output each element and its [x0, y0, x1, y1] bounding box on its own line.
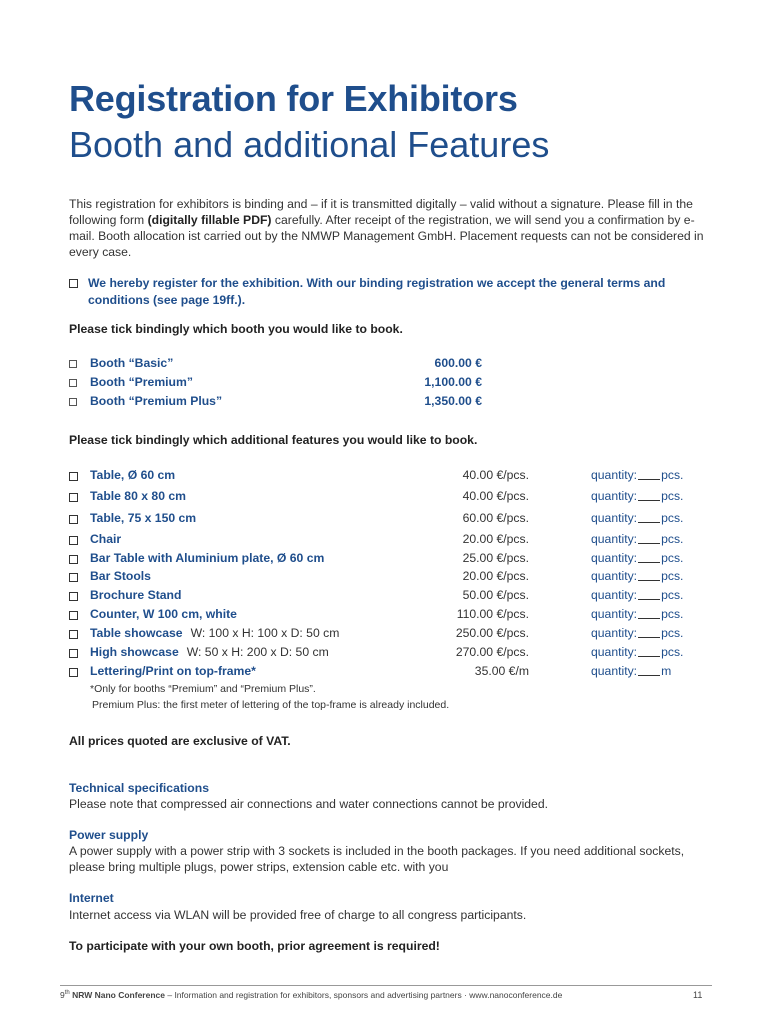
- feature-row: [69, 511, 709, 527]
- booth-heading: Please tick bindingly which booth you would like to book.: [69, 322, 403, 336]
- page-number: 11: [693, 990, 703, 1000]
- power-text: A power supply with a power strip with 3 sockets is included in the booth packages. If you need additional sockets, please bring multiple plugs, power strips, extension cable etc. with you: [69, 844, 685, 874]
- quantity-label: quantity:: [591, 588, 638, 602]
- footnote-premium-plus: Premium Plus: the first meter of lettering of the top-frame is already included.: [92, 699, 450, 711]
- feature-checkbox[interactable]: [69, 472, 78, 481]
- feature-price: 20.00 €/pcs.: [462, 532, 529, 546]
- intro-text-2: carefully. After receipt of the registration, we will send you a confirmation by e-mail. Booth allocation ist carried out by the NMWP Management GmbH. Placement requests can not be considered in every case.: [69, 213, 704, 259]
- quantity-input[interactable]: [638, 551, 660, 563]
- booth-checkbox[interactable]: [69, 360, 77, 368]
- feature-price: 25.00 €/pcs.: [462, 551, 529, 565]
- feature-label: Lettering/Print on top-frame*: [90, 664, 256, 678]
- quantity-unit: pcs.: [661, 645, 684, 659]
- feature-quantity: [591, 645, 683, 659]
- feature-checkbox[interactable]: [69, 668, 78, 677]
- feature-price: 110.00 €/pcs.: [456, 607, 529, 621]
- technical-heading: Technical specifications: [69, 781, 209, 795]
- feature-quantity: [591, 626, 683, 640]
- feature-label: Bar Stools: [90, 569, 151, 583]
- quantity-label: quantity:: [591, 511, 638, 525]
- booth-name: Booth “Premium”: [90, 375, 193, 389]
- footnote-premium: *Only for booths “Premium” and “Premium Plus”.: [90, 683, 316, 695]
- feature-price: 60.00 €/pcs.: [462, 511, 529, 525]
- page-subtitle: Booth and additional Features: [69, 124, 550, 165]
- feature-name: [90, 588, 181, 602]
- consent-text: We hereby register for the exhibition. With our binding registration we accept the general terms and conditions (see page 19ff.).: [88, 276, 666, 307]
- feature-label: Table, Ø 60 cm: [90, 468, 176, 482]
- booth-name: Booth “Premium Plus”: [90, 394, 223, 408]
- footer-rest: – Information and registration for exhibitors, sponsors and advertising partners · www.nanoconference.de: [165, 990, 563, 1000]
- quantity-unit: pcs.: [661, 468, 684, 482]
- feature-label: High showcase: [90, 645, 179, 659]
- feature-quantity: [591, 569, 683, 583]
- feature-checkbox[interactable]: [69, 536, 78, 545]
- quantity-unit: m: [661, 664, 672, 678]
- feature-name: [90, 511, 196, 525]
- feature-label: Chair: [90, 532, 122, 546]
- quantity-unit: pcs.: [661, 626, 684, 640]
- quantity-input[interactable]: [638, 664, 660, 676]
- quantity-label: quantity:: [591, 607, 638, 621]
- feature-label: Counter, W 100 cm, white: [90, 607, 237, 621]
- power-heading: Power supply: [69, 828, 149, 842]
- quantity-label: quantity:: [591, 645, 638, 659]
- quantity-unit: pcs.: [661, 588, 684, 602]
- feature-name: [90, 551, 324, 565]
- intro-text-1: This registration for exhibitors is binding and – if it is transmitted digitally – valid without a signature. Please fill in the following form: [69, 197, 693, 227]
- feature-checkbox[interactable]: [69, 611, 78, 620]
- feature-label: Table, 75 x 150 cm: [90, 511, 197, 525]
- footer-divider: [60, 985, 712, 986]
- quantity-unit: pcs.: [661, 551, 684, 565]
- feature-quantity: [591, 468, 683, 482]
- participation-note: To participate with your own booth, prior agreement is required!: [69, 939, 440, 953]
- feature-row: [69, 532, 709, 548]
- consent-checkbox[interactable]: [69, 279, 78, 288]
- features-heading: Please tick bindingly which additional features you would like to book.: [69, 433, 478, 447]
- quantity-unit: pcs.: [661, 511, 684, 525]
- quantity-input[interactable]: [638, 607, 660, 619]
- quantity-input[interactable]: [638, 511, 660, 523]
- booth-row: [69, 356, 709, 372]
- feature-price: 250.00 €/pcs.: [455, 626, 529, 640]
- feature-name: [90, 607, 237, 621]
- feature-row: [69, 489, 709, 505]
- feature-quantity: [591, 532, 683, 546]
- booth-row: [69, 375, 709, 391]
- technical-text: Please note that compressed air connections and water connections cannot be provided.: [69, 797, 548, 811]
- footer-conference: NRW Nano Conference: [69, 990, 165, 1000]
- feature-price: 35.00 €/m: [474, 664, 529, 678]
- internet-heading: Internet: [69, 891, 114, 905]
- feature-row: [69, 626, 709, 642]
- quantity-label: quantity:: [591, 489, 638, 503]
- feature-checkbox[interactable]: [69, 649, 78, 658]
- quantity-label: quantity:: [591, 664, 638, 678]
- quantity-label: quantity:: [591, 532, 638, 546]
- feature-checkbox[interactable]: [69, 515, 78, 524]
- booth-checkbox[interactable]: [69, 398, 77, 406]
- booth-price: 600.00 €: [434, 356, 482, 370]
- feature-checkbox[interactable]: [69, 573, 78, 582]
- booth-row: [69, 394, 709, 410]
- intro-paragraph: [69, 196, 705, 260]
- quantity-input[interactable]: [638, 626, 660, 638]
- feature-checkbox[interactable]: [69, 630, 78, 639]
- feature-name: [90, 468, 175, 482]
- feature-name: [90, 569, 151, 583]
- booth-name: Booth “Basic”: [90, 356, 174, 370]
- quantity-unit: pcs.: [661, 607, 684, 621]
- feature-name: [90, 645, 329, 659]
- feature-checkbox[interactable]: [69, 493, 78, 502]
- feature-row: [69, 551, 709, 567]
- feature-row: [69, 468, 709, 484]
- footer-text: [60, 990, 562, 1000]
- feature-row: [69, 569, 709, 585]
- feature-checkbox[interactable]: [69, 555, 78, 564]
- feature-name: [90, 489, 186, 503]
- booth-price: 1,350.00 €: [424, 394, 482, 408]
- quantity-unit: pcs.: [661, 489, 684, 503]
- footer-ordinal: 9: [60, 990, 65, 1000]
- quantity-input[interactable]: [638, 532, 660, 544]
- page-title: Registration for Exhibitors: [69, 78, 518, 119]
- feature-row: [69, 607, 709, 623]
- intro-text-bold: (digitally fillable PDF): [147, 213, 272, 227]
- feature-dimensions: W: 50 x H: 200 x D: 50 cm: [186, 645, 329, 659]
- feature-quantity: [591, 551, 683, 565]
- feature-quantity: [591, 489, 683, 503]
- quantity-label: quantity:: [591, 626, 638, 640]
- quantity-unit: pcs.: [661, 532, 684, 546]
- feature-quantity: [591, 511, 683, 525]
- feature-price: 270.00 €/pcs.: [455, 645, 529, 659]
- quantity-label: quantity:: [591, 569, 638, 583]
- vat-note: All prices quoted are exclusive of VAT.: [69, 734, 291, 748]
- footer-ordinal-suffix: th: [64, 990, 70, 997]
- feature-price: 50.00 €/pcs.: [462, 588, 529, 602]
- quantity-input[interactable]: [638, 569, 660, 581]
- quantity-input[interactable]: [638, 489, 660, 501]
- feature-dimensions: W: 100 x H: 100 x D: 50 cm: [190, 626, 340, 640]
- feature-price: 20.00 €/pcs.: [462, 569, 529, 583]
- quantity-unit: pcs.: [661, 569, 684, 583]
- consent-row: [69, 275, 709, 309]
- quantity-input[interactable]: [638, 588, 660, 600]
- feature-name: [90, 532, 121, 546]
- feature-name: [90, 664, 256, 678]
- feature-label: Table showcase: [90, 626, 183, 640]
- feature-row: [69, 645, 709, 661]
- feature-price: 40.00 €/pcs.: [462, 468, 529, 482]
- internet-text: Internet access via WLAN will be provided free of charge to all congress participants.: [69, 908, 527, 922]
- feature-label: Brochure Stand: [90, 588, 182, 602]
- booth-checkbox[interactable]: [69, 379, 77, 387]
- booth-price: 1,100.00 €: [424, 375, 482, 389]
- feature-quantity: [591, 607, 683, 621]
- feature-quantity: [591, 588, 683, 602]
- feature-row: [69, 664, 709, 680]
- feature-label: Table 80 x 80 cm: [90, 489, 186, 503]
- feature-label: Bar Table with Aluminium plate, Ø 60 cm: [90, 551, 325, 565]
- feature-row: [69, 588, 709, 604]
- quantity-input[interactable]: [638, 645, 660, 657]
- feature-name: [90, 626, 339, 640]
- feature-quantity: [591, 664, 671, 678]
- quantity-input[interactable]: [638, 468, 660, 480]
- quantity-label: quantity:: [591, 551, 638, 565]
- feature-checkbox[interactable]: [69, 592, 78, 601]
- feature-price: 40.00 €/pcs.: [462, 489, 529, 503]
- quantity-label: quantity:: [591, 468, 638, 482]
